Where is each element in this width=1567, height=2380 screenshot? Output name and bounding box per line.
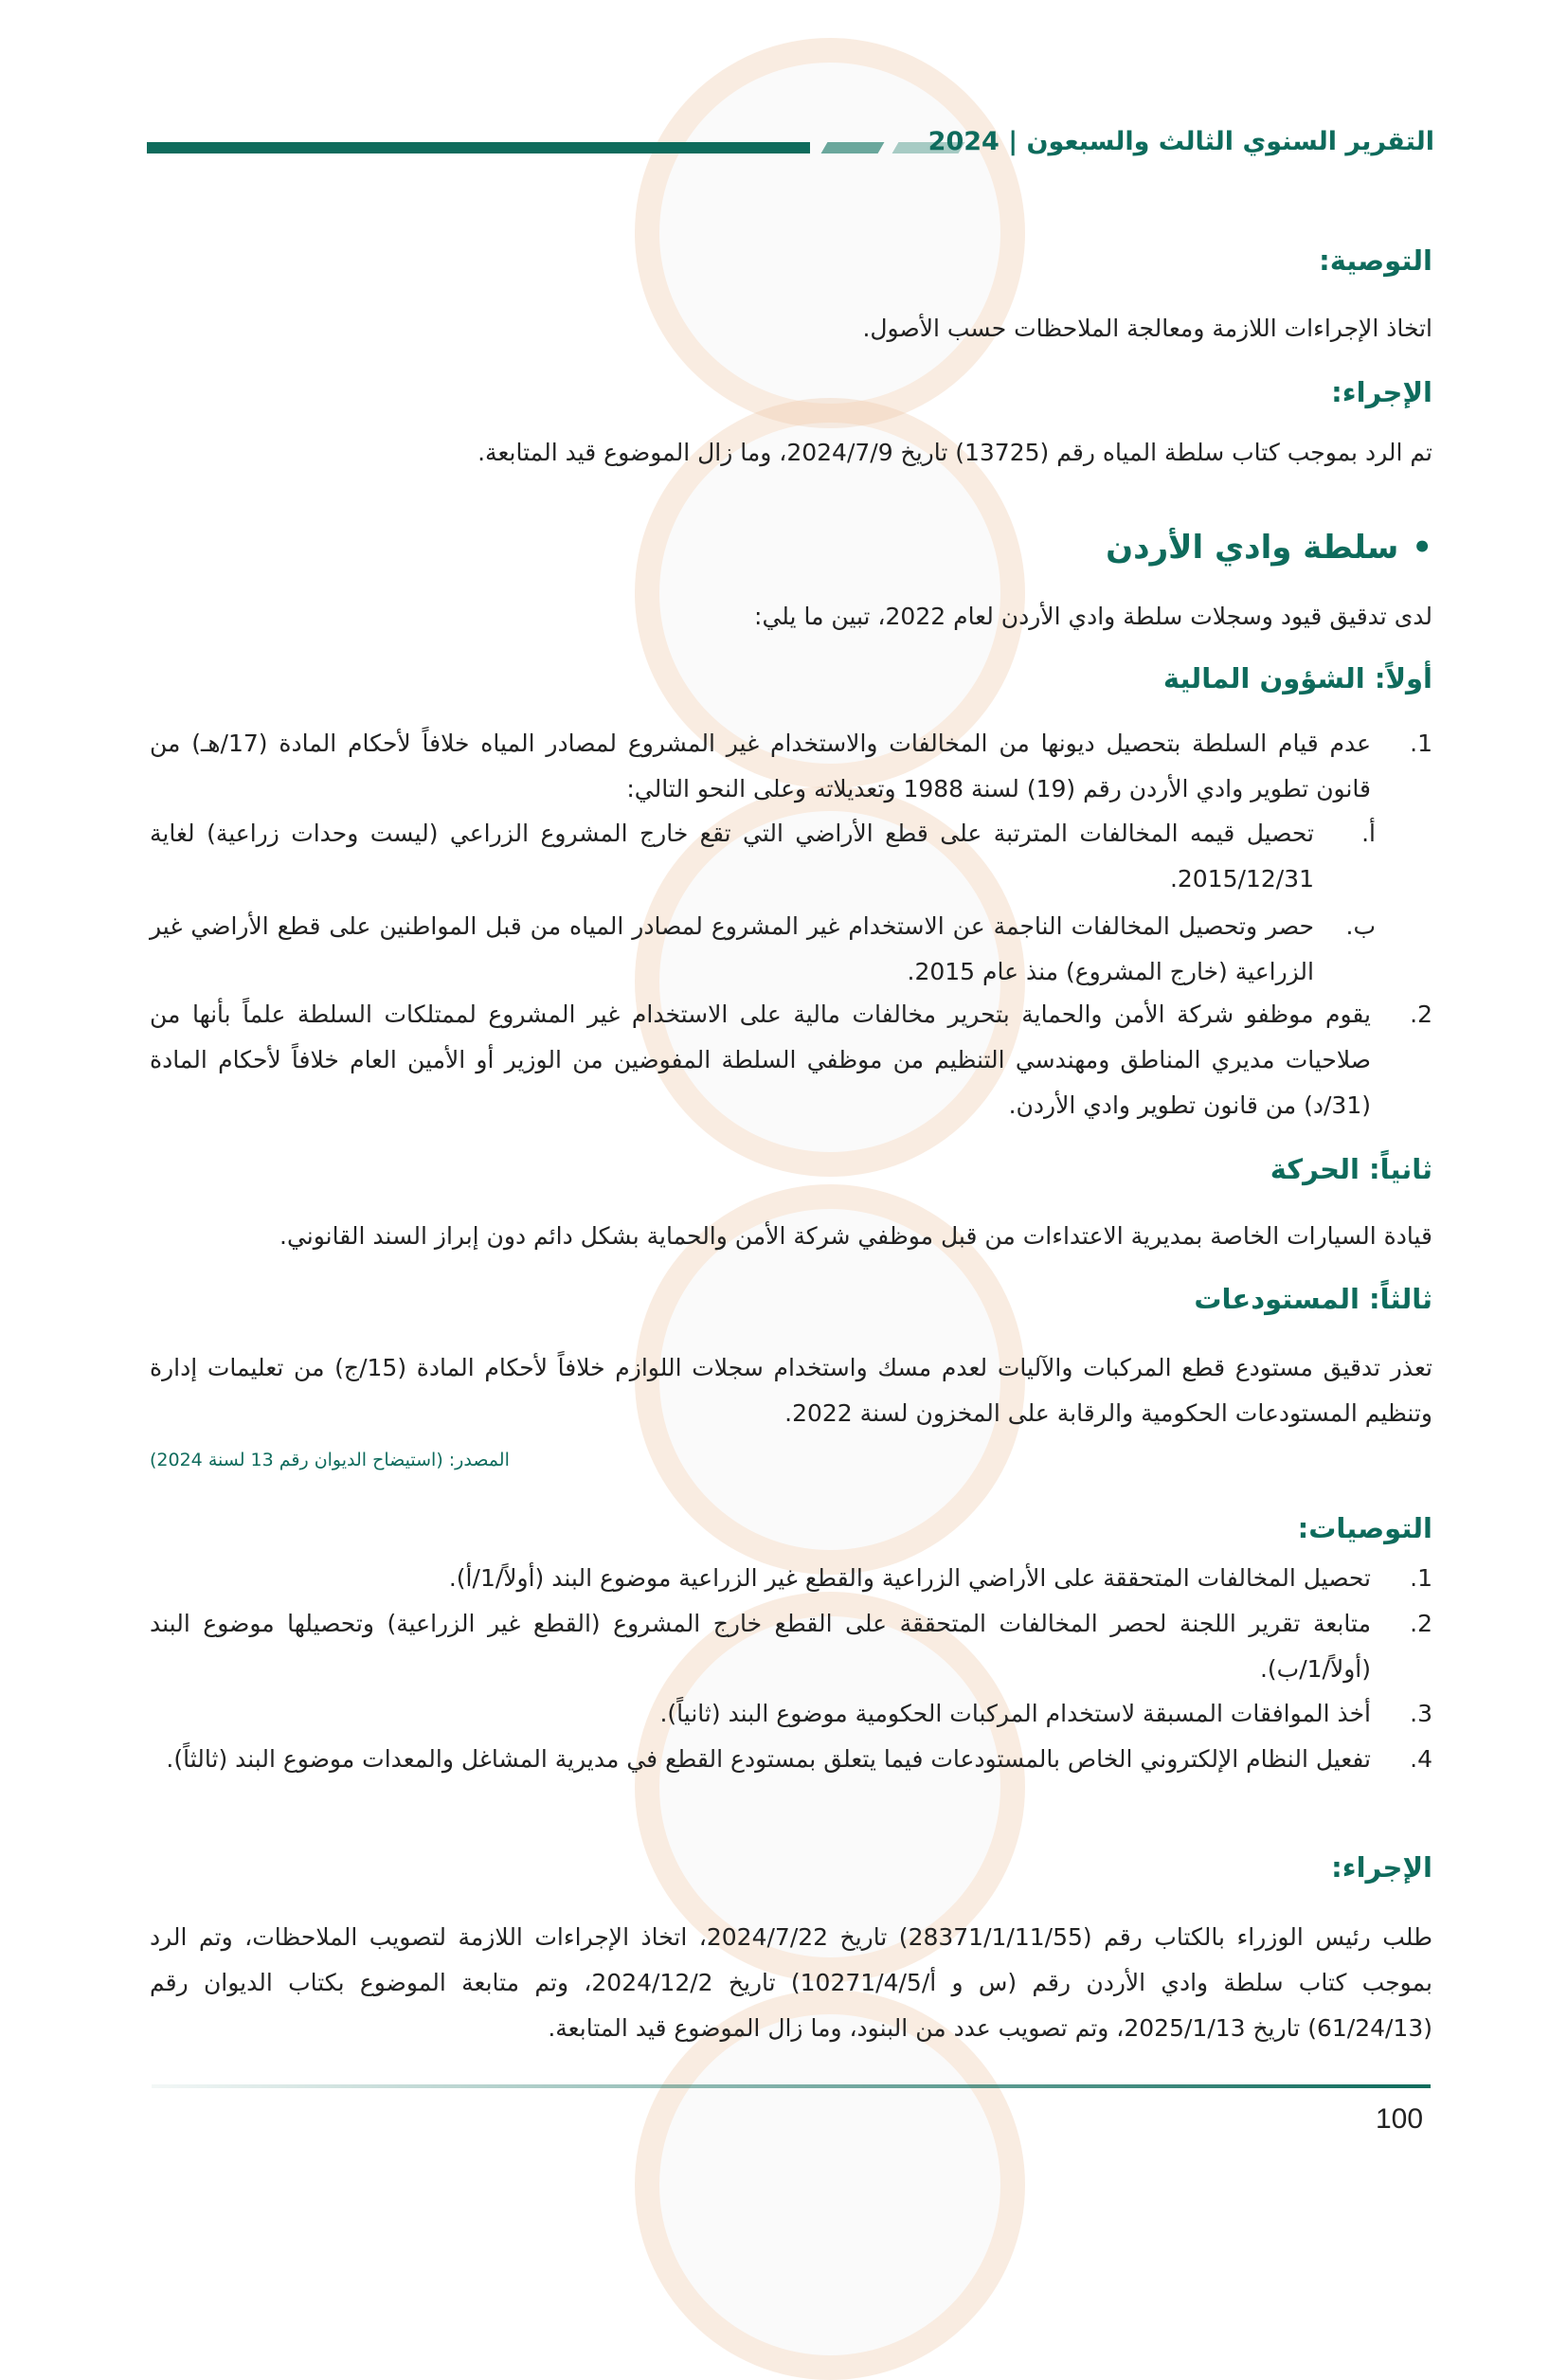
- third-text: تعذر تدقيق مستودع قطع المركبات والآليات لعدم مسك واستخدام سجلات اللوازم خلافاً لأحكام المادة (15/ج) من تعليمات إدارة وتنظيم المستودعات الحكومية والرقابة على المخزون لسنة 2022.: [150, 1354, 1432, 1427]
- item-text: تفعيل النظام الإلكتروني الخاص بالمستودعات فيما يتعلق بمستودع القطع في مديرية المشاغل والمعدات موضوع البند (ثالثاً).: [166, 1745, 1371, 1773]
- item-text: أخذ الموافقات المسبقة لاستخدام المركبات الحكومية موضوع البند (ثانياً).: [659, 1700, 1371, 1727]
- list-item: [150, 1737, 1432, 1782]
- header-bar-accent: [821, 142, 885, 153]
- second-heading: ثانياً: الحركة: [1270, 1153, 1432, 1185]
- action-heading: الإجراء:: [1331, 376, 1432, 408]
- item-number: 2.: [1410, 1001, 1432, 1028]
- section-title-text: سلطة وادي الأردن: [1106, 529, 1399, 567]
- recommendations-heading: التوصيات:: [1297, 1512, 1432, 1544]
- recommendation-heading: التوصية:: [1319, 244, 1432, 277]
- item-number: ب.: [1345, 912, 1376, 940]
- first-heading: أولاً: الشؤون المالية: [1162, 662, 1432, 694]
- action-text: طلب رئيس الوزراء بالكتاب رقم (28371/1/11/55) تاريخ 2024/7/22، اتخاذ الإجراءات اللازمة لتصويب الملاحظات، وتم الرد بموجب كتاب سلطة وادي الأردن رقم (س و أ/10271/4/5) تاريخ 2024/12/2، وتم متابعة الموضوع بكتاب الديوان رقم (61/24/13) تاريخ 2025/1/13، وتم تصويب عدد من البنود، وما زال الموضوع قيد المتابعة.: [150, 1923, 1433, 2042]
- item-number: 3.: [1410, 1700, 1432, 1727]
- list-item: [150, 811, 1432, 902]
- section-title: [1106, 529, 1432, 567]
- watermark-clock: [635, 38, 1025, 428]
- bullet-icon: •: [1412, 529, 1432, 567]
- list-item: [150, 904, 1432, 995]
- header-bar: [147, 142, 810, 153]
- item-number: 1.: [1410, 730, 1432, 757]
- item-text: عدم قيام السلطة بتحصيل ديونها من المخالفات والاستخدام غير المشروع لمصادر المياه خلافاً لأحكام المادة (17/هـ) من قانون تطوير وادي الأردن رقم (19) لسنة 1988 وتعديلاته وعلى النحو التالي:: [150, 730, 1371, 802]
- item-text: يقوم موظفو شركة الأمن والحماية بتحرير مخالفات مالية على الاستخدام غير المشروع لممتلكات السلطة علماً بأنها من صلاحيات مديري المناطق ومهندسي التنظيم من موظفي السلطة المفوضين من الوزير أو الأمين العام خلافاً لأحكام المادة (31/د) من قانون تطوير وادي الأردن.: [150, 1001, 1371, 1119]
- list-item: [150, 992, 1432, 1128]
- report-title: التقرير السنوي الثالث والسبعون | 2024: [928, 127, 1434, 156]
- item-text: حصر وتحصيل المخالفات الناجمة عن الاستخدام غير المشروع لمصادر المياه من قبل المواطنين على قطع الأراضي غير الزراعية (خارج المشروع) منذ عام 2015.: [150, 912, 1314, 985]
- source-note: المصدر: (استيضاح الديوان رقم 13 لسنة 2024): [150, 1450, 510, 1470]
- third-heading: ثالثاً: المستودعات: [1194, 1283, 1432, 1315]
- item-text: تحصيل المخالفات المتحققة على الأراضي الزراعية والقطع غير الزراعية موضوع البند (أولاً/1/أ).: [448, 1564, 1371, 1592]
- item-number: 2.: [1410, 1610, 1432, 1637]
- item-number: أ.: [1361, 820, 1376, 847]
- page-number: 100: [1376, 2103, 1424, 2135]
- footer-divider: [152, 2084, 1431, 2088]
- list-item: [150, 1691, 1432, 1737]
- recommendation-text: اتخاذ الإجراءات اللازمة ومعالجة الملاحظات حسب الأصول.: [862, 315, 1432, 342]
- action-heading: الإجراء:: [1331, 1851, 1432, 1884]
- item-number: 4.: [1410, 1745, 1432, 1773]
- list-item: [150, 1601, 1432, 1692]
- item-text: متابعة تقرير اللجنة لحصر المخالفات المتحققة على القطع خارج المشروع (القطع غير الزراعية) وتحصيلها موضوع البند (أولاً/1/ب).: [150, 1610, 1371, 1683]
- item-number: 1.: [1410, 1564, 1432, 1592]
- second-text: قيادة السيارات الخاصة بمديرية الاعتداءات من قبل موظفي شركة الأمن والحماية بشكل دائم دون إبراز السند القانوني.: [279, 1222, 1432, 1250]
- list-item: [150, 1556, 1432, 1601]
- item-text: تحصيل قيمه المخالفات المترتبة على قطع الأراضي التي تقع خارج المشروع الزراعي (ليست وحدات زراعية) لغاية 2015/12/31.: [150, 820, 1314, 892]
- section-intro: لدى تدقيق قيود وسجلات سلطة وادي الأردن لعام 2022، تبين ما يلي:: [754, 603, 1432, 630]
- list-item: [150, 721, 1432, 812]
- action-text: تم الرد بموجب كتاب سلطة المياه رقم (13725) تاريخ 2024/7/9، وما زال الموضوع قيد المتابعة.: [477, 439, 1432, 466]
